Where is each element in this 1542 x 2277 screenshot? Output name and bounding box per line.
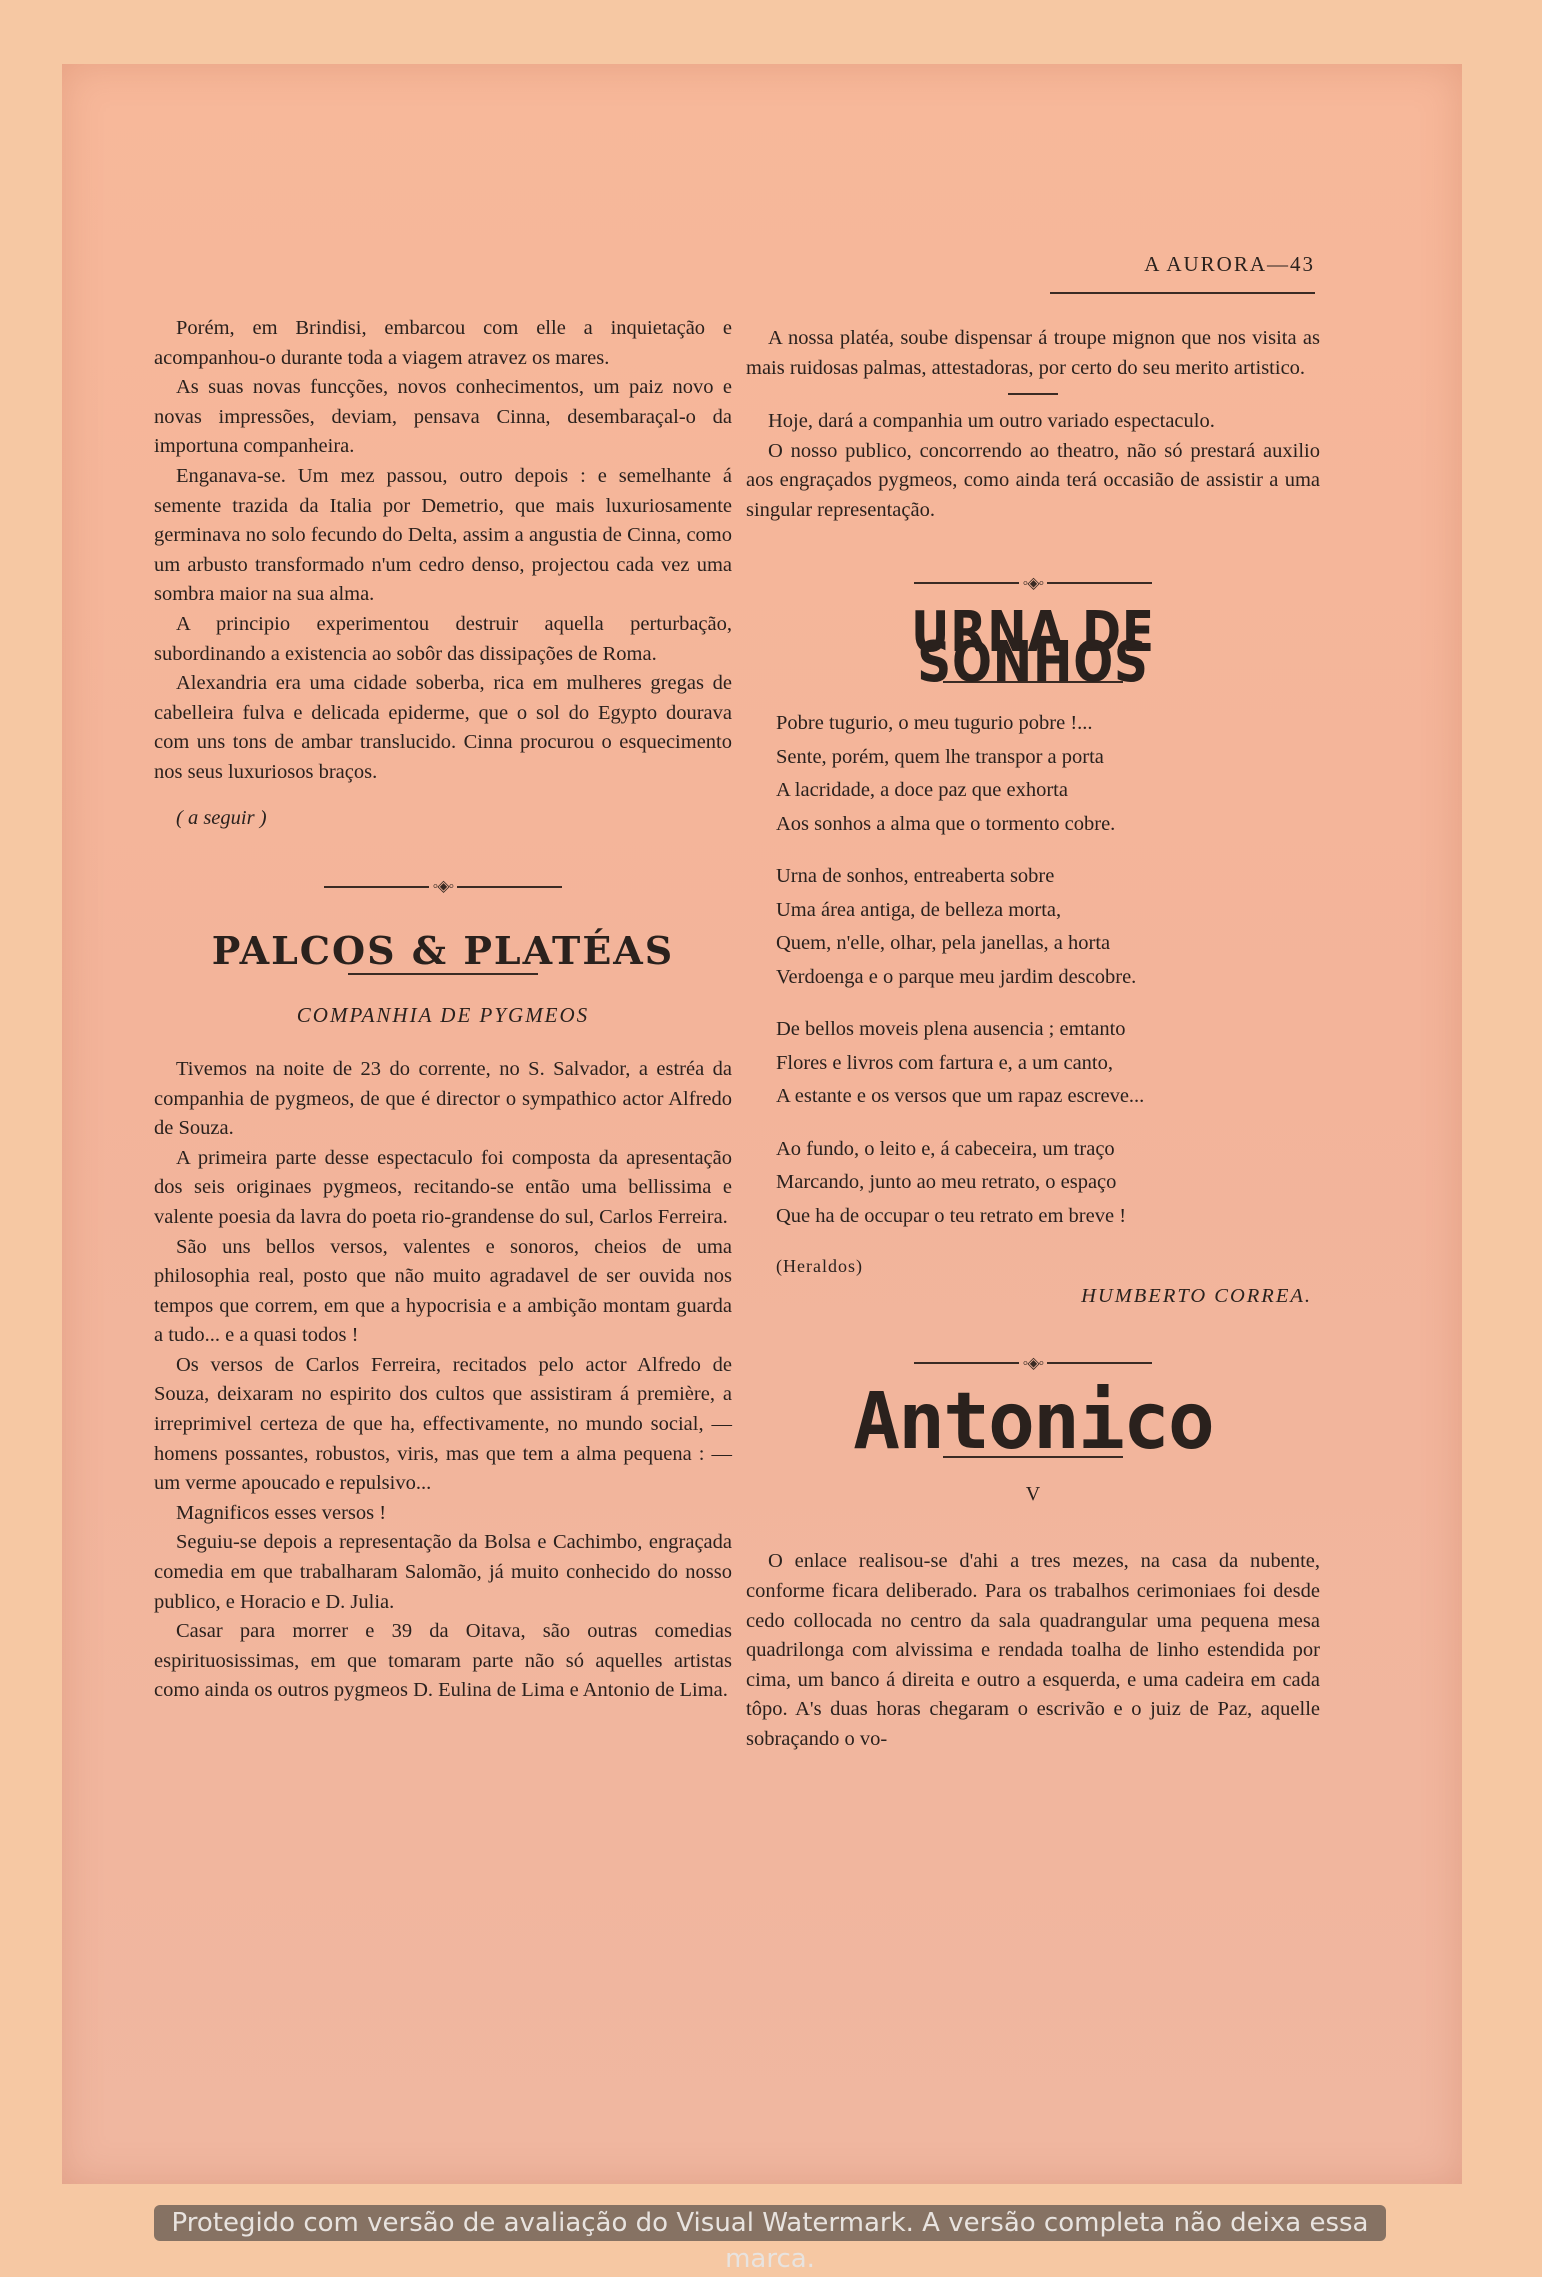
paragraph: Os versos de Carlos Ferreira, recitados pelo actor Alfredo de Souza, deixaram no espirito dos cultos que assistiram á première, a irreprimivel certeza de que ha, effectivamente, no mundo social, — homens possantes, robustos, viris, mas que tem a alma pequena : — um verme apoucado e repulsivo... [154,1353,732,1495]
section-title-urna: URNA DE SONHOS [911,600,1155,695]
poem-line: Que ha de occupar o teu retrato em breve ! [776,1204,1127,1227]
section-subtitle: COMPANHIA DE PYGMEOS [296,1003,590,1028]
paragraph: Tivemos na noite de 23 do corrente, no S. Salvador, a estréa da companhia de pygmeos, de que é director o sympathico actor Alfredo de Souza. [154,1057,732,1140]
paragraph: Casar para morrer e 39 da Oitava, são outras comedias espirituosissimas, em que tomaram parte não só aquelles artistas como ainda os outros pygmeos D. Eulina de Lima e Antonio de Lima. [154,1620,732,1702]
paragraph: Hoje, dará a companhia um outro variado espectaculo. [768,410,1215,433]
paragraph: Porém, em Brindisi, embarcou com elle a inquietação e acompanhou-o durante toda a viagem atravez os mares. [154,317,732,369]
to-be-continued: ( a seguir ) [176,806,267,829]
page-header: A AURORA—43 [1050,252,1315,294]
paragraph: A nossa platéa, soube dispensar á troupe mignon que nos visita as mais ruidosas palmas, attestadoras, por certo do seu merito artistico. [746,327,1320,379]
poem-stanza [776,707,1320,841]
poem-line: Quem, n'elle, olhar, pela janellas, a horta [776,932,1111,955]
short-rule [1008,393,1058,395]
poem-line: Marcando, junto ao meu retrato, o espaço [776,1171,1117,1194]
paragraph: O enlace realisou-se d'ahi a tres mezes, na casa da nubente, conforme ficara deliberado. Para os trabalhos cerimoniaes foi desde cedo collocada no centro da sala quadrangular uma pequena mesa quadrilonga com alvissima e rendada toalha de linho estendida por cima, um banco á direita e outro a esquerda, e uma cadeira em cada tôpo. A's duas horas chegaram o escrivão e o juiz de Paz, aquelle sobraçando o vo- [746,1550,1320,1751]
paragraph: A primeira parte desse espectaculo foi composta da apresentação dos seis originaes pygmeos, recitando-se então uma bellissima e valente poesia da lavra do poeta rio-grandense do sul, Carlos Ferreira. [154,1146,732,1228]
poem-line: Verdoenga e o parque meu jardim descobre. [776,965,1137,988]
poem-line: Uma área antiga, de belleza morta, [776,898,1062,921]
poem-stanza [776,1133,1320,1234]
paragraph: Magnificos esses versos ! [176,1501,387,1524]
poem-stanza [776,1013,1320,1114]
section-title-palcos: PALCOS & PLATÉAS [211,927,675,973]
poem-author: HUMBERTO CORREA. [1081,1285,1312,1308]
paragraph: Enganava-se. Um mez passou, outro depois : e semelhante á semente trazida da Italia por Demetrio, que mais luxuriosamente germinava no solo fecundo do Delta, assim a angustia de Cinna, como um arbusto transformado n'um cedro denso, projectou cada vez uma sombra maior na sua alma. [154,464,732,606]
poem-line: A lacridade, a doce paz que exhorta [776,779,1068,802]
poem [746,707,1320,1233]
section-title-antonico: Antonico [853,1377,1213,1468]
poem-line: Sente, porém, quem lhe transpor a porta [776,745,1104,768]
poem-line: Urna de sonhos, entreaberta sobre [776,865,1055,888]
poem-source: (Heraldos) [776,1256,863,1277]
poem-line: Flores e livros com fartura e, a um canto, [776,1051,1113,1074]
chapter-number: V [1025,1482,1041,1505]
paragraph: O nosso publico, concorrendo ao theatro, não só prestará auxilio aos engraçados pygmeos, como ainda terá occasião de assistir a uma singular representação. [746,439,1320,521]
paragraph: Seguiu-se depois a representação da Bolsa e Cachimbo, engraçada comedia em que trabalharam Salomão, já muito conhecido do nosso publico, e Horacio e D. Julia. [154,1531,732,1613]
poem-line: Pobre tugurio, o meu tugurio pobre !... [776,712,1093,735]
paragraph: A principio experimentou destruir aquella perturbação, subordinando a existencia ao sobôr das dissipações de Roma. [154,612,732,665]
paragraph: Alexandria era uma cidade soberba, rica em mulheres gregas de cabelleira fulva e delicada epiderme, que o sol do Egypto dourava com uns tons de ambar translucido. Cinna procurou o esquecimento nos seus luxuriosos braços. [154,672,732,783]
poem-line: Aos sonhos a alma que o tormento cobre. [776,812,1116,835]
poem-line: A estante e os versos que um rapaz escreve... [776,1085,1145,1108]
watermark-banner: Protegido com versão de avaliação do Visual Watermark. A versão completa não deixa essa marca. [154,2205,1386,2241]
ornament-divider: ◦◈◦ [154,871,732,902]
paragraph: São uns bellos versos, valentes e sonoros, cheios de uma philosophia real, posto que não muito agradavel de ser ouvida nos tempos que correm, em que a hypocrisia e a ambição montam guarda a tudo... e a quasi todos ! [154,1235,732,1347]
left-column [154,314,732,1706]
poem-line: De bellos moveis plena ausencia ; emtanto [776,1018,1126,1041]
ornament-divider: ◦◈◦ [746,568,1320,599]
paragraph: As suas novas funcções, novos conhecimentos, um paiz novo e novas impressões, deviam, pensava Cinna, desembaraçal-o da importuna companheira. [154,376,732,458]
right-column [746,324,1320,1755]
poem-line: Ao fundo, o leito e, á cabeceira, um traço [776,1137,1115,1160]
title-underline [348,973,538,975]
poem-stanza [776,860,1320,994]
ornament-divider: ◦◈◦ [746,1348,1320,1379]
